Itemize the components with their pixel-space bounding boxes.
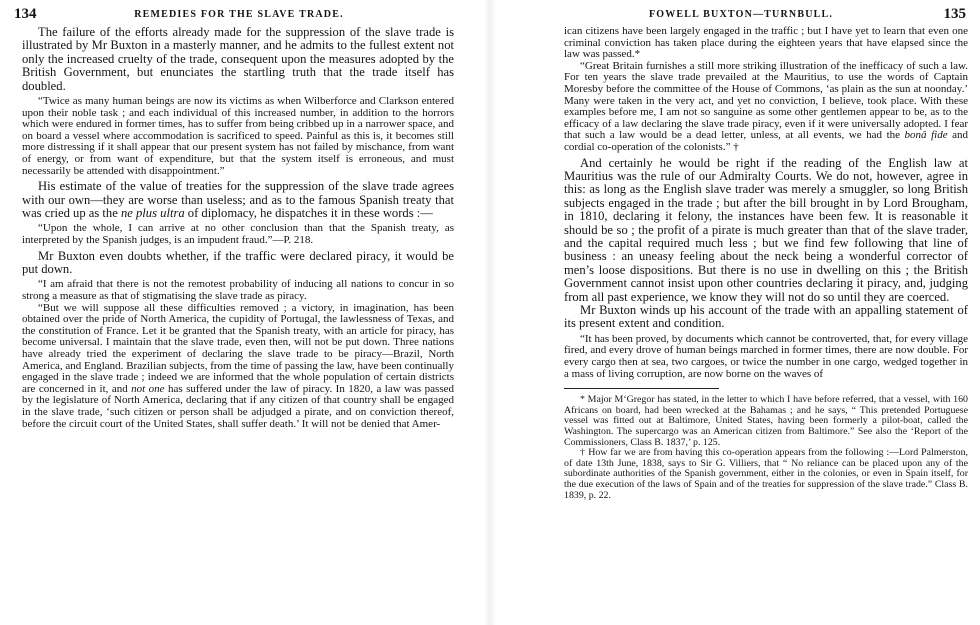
quotation: “Great Britain furnishes a still more striking illustration of the inefficacy of such a law. For ten years the slave trade prevailed at the Mauritius, to use the words of Captain Moresby before the committee of the House of Commons, ‘as plain as the sun at noonday.’ Many were taken in the very act, and yet no conviction, I believe, took place. With these examples before me, I am not so sanguine as some other gentlemen appear to be, as to the efficacy of a law declaring the slave trade piracy, even if it were universally adopted. I fear that such a law would be a dead letter, unless, at all events, we had the bonâ fide and cordial co-operation of the colonists.” †: [564, 59, 968, 153]
quotation: “It has been proved, by documents which cannot be controverted, that, for every village fired, and every drove of human beings marched in former times, there are now double. For every cargo then at sea, two cargoes, or twice the number in one cargo, wedged together in a mass of living corruption, are now borne on the waves of: [564, 332, 968, 380]
quotation: “I am afraid that there is not the remotest probability of inducing all nations to concur in so strong a measure as that of stigmatising the slave trade as piracy.: [22, 278, 454, 302]
running-head: REMEDIES FOR THE SLAVE TRADE.: [134, 9, 344, 20]
paragraph: Mr Buxton winds up his account of the trade with an appalling statement of its present extent and condition.: [564, 303, 968, 331]
paragraph: His estimate of the value of treaties for the suppression of the slave trade agrees with our own—they are worse than useless; and as to the famous Spanish treaty that was cried up as the ne plus ultra of diplomacy, he dispatches it in these words :—: [22, 179, 454, 220]
page-number: 134: [14, 6, 37, 22]
footnote: * Major M‘Gregor has stated, in the letter to which I have before referred, that a vessel, with 160 Africans on board, had been wrecked at the Bahamas ; and he says, “ This pretended Portuguese vessel was fitted out at Baltimore, United States, having been formerly a pilot-boat, called the Washington. The supercargo was an American citizen from Baltimore.” See also the ‘Report of the Commissioners, Class B. 1837,’ p. 125.: [564, 394, 968, 448]
footnote: † How far we are from having this co-operation appears from the following :—Lord Palmerston, of date 13th June, 1838, says to Sir G. Villiers, that “ No reliance can be placed upon any of the subordinate authorities of the Spanish government, either in the colonies, or even in Spain itself, for the due execution of the laws of Spain and of the treaties for suppression of the slave trade.” Class B. 1839, p. 22.: [564, 447, 968, 501]
quotation: ican citizens have been largely engaged in the traffic ; but I have yet to learn that even one criminal conviction has taken place during the eighteen years that have elapsed since the law was passed.*: [564, 25, 968, 61]
book-gutter: [484, 0, 496, 625]
running-head: FOWELL BUXTON—TURNBULL.: [648, 9, 834, 20]
right-page-header: [502, 0, 980, 22]
left-page-body: [22, 26, 454, 430]
footnote-rule: [564, 388, 719, 389]
quotation: “Twice as many human beings are now its victims as when Wilberforce and Clarkson entered upon their noble task ; and each individual of this increased number, in addition to the horrors which were endured in former times, has to suffer from being cribbed up in a narrower space, and on board a vessel where accommodation is sacrificed to speed. Painful as this is, it becomes still more distressing if it shall appear that our present system has not failed by mischance, from want of energy, or from want of expenditure, but that the system itself is erroneous, and must necessarily be attended with disappointment.”: [22, 95, 454, 177]
left-page-header: [0, 0, 478, 22]
quotation: “Upon the whole, I can arrive at no other conclusion than that the Spanish treaty, as interpreted by the Spanish judges, is an impudent fraud.”—P. 218.: [22, 222, 454, 246]
paragraph: And certainly he would be right if the reading of the English law at Mauritius was the rule of our Admiralty Courts. We do not, however, agree in this: as long as the English slave trader was merely a smuggler, so long British subjects engaged in the trade ; but after the bill brought in by Lord Brougham, in 1810, declaring it felony, the instances have been few. It is reasonable it should be so ; the profit of a pirate is much greater than that of the slave trader, and the capital required much less ; but we find few following that line of business : an uneasy feeling about the neck being a wonderful corrector of men’s loose dispositions. But there is no use in dwelling on this ; the British Government cannot insist upon other countries declaring it piracy, and, judging from all past experience, we know they will not do so until they are coerced.: [564, 155, 968, 304]
paragraph: Mr Buxton even doubts whether, if the traffic were declared piracy, it would be put down.: [22, 248, 454, 276]
paragraph: The failure of the efforts already made for the suppression of the slave trade is illustrated by Mr Buxton in a masterly manner, and he admits to the fullest extent not only the increased cruelty of the trade, consequent upon the measures adopted by the British Government, but enunciates the startling truth that the trade itself has doubled.: [22, 25, 454, 93]
quotation: “But we will suppose all these difficulties removed ; a victory, in imagination, has been obtained over the pride of North America, the cupidity of Portugal, the lawlessness of Texas, and the constitution of France. Let it be granted that the Spanish treaty, with an article for piracy, has become universal. I maintain that the slave trade, even then, will not be put down. Three nations have already tried the experiment of declaring the slave trade to be piracy—Brazil, North America, and England. Brazilian subjects, from the time of passing the law, have been continually engaged in the slave trade ; indeed we are informed that the whole population of certain districts are concerned in it, and not one has suffered under the law of piracy. In 1820, a law was passed by the legislature of North America, declaring that if any citizen of that country shall be engaged in the slave trade, ‘such citizen or person shall be adjudged a pirate, and on conviction thereof, before the circuit court of the United States, shall suffer death.’ It will not be denied that Amer-: [22, 301, 454, 430]
right-page-body: [564, 26, 968, 501]
left-page: [0, 0, 478, 625]
right-page: [502, 0, 980, 625]
page-number: 135: [943, 6, 966, 22]
